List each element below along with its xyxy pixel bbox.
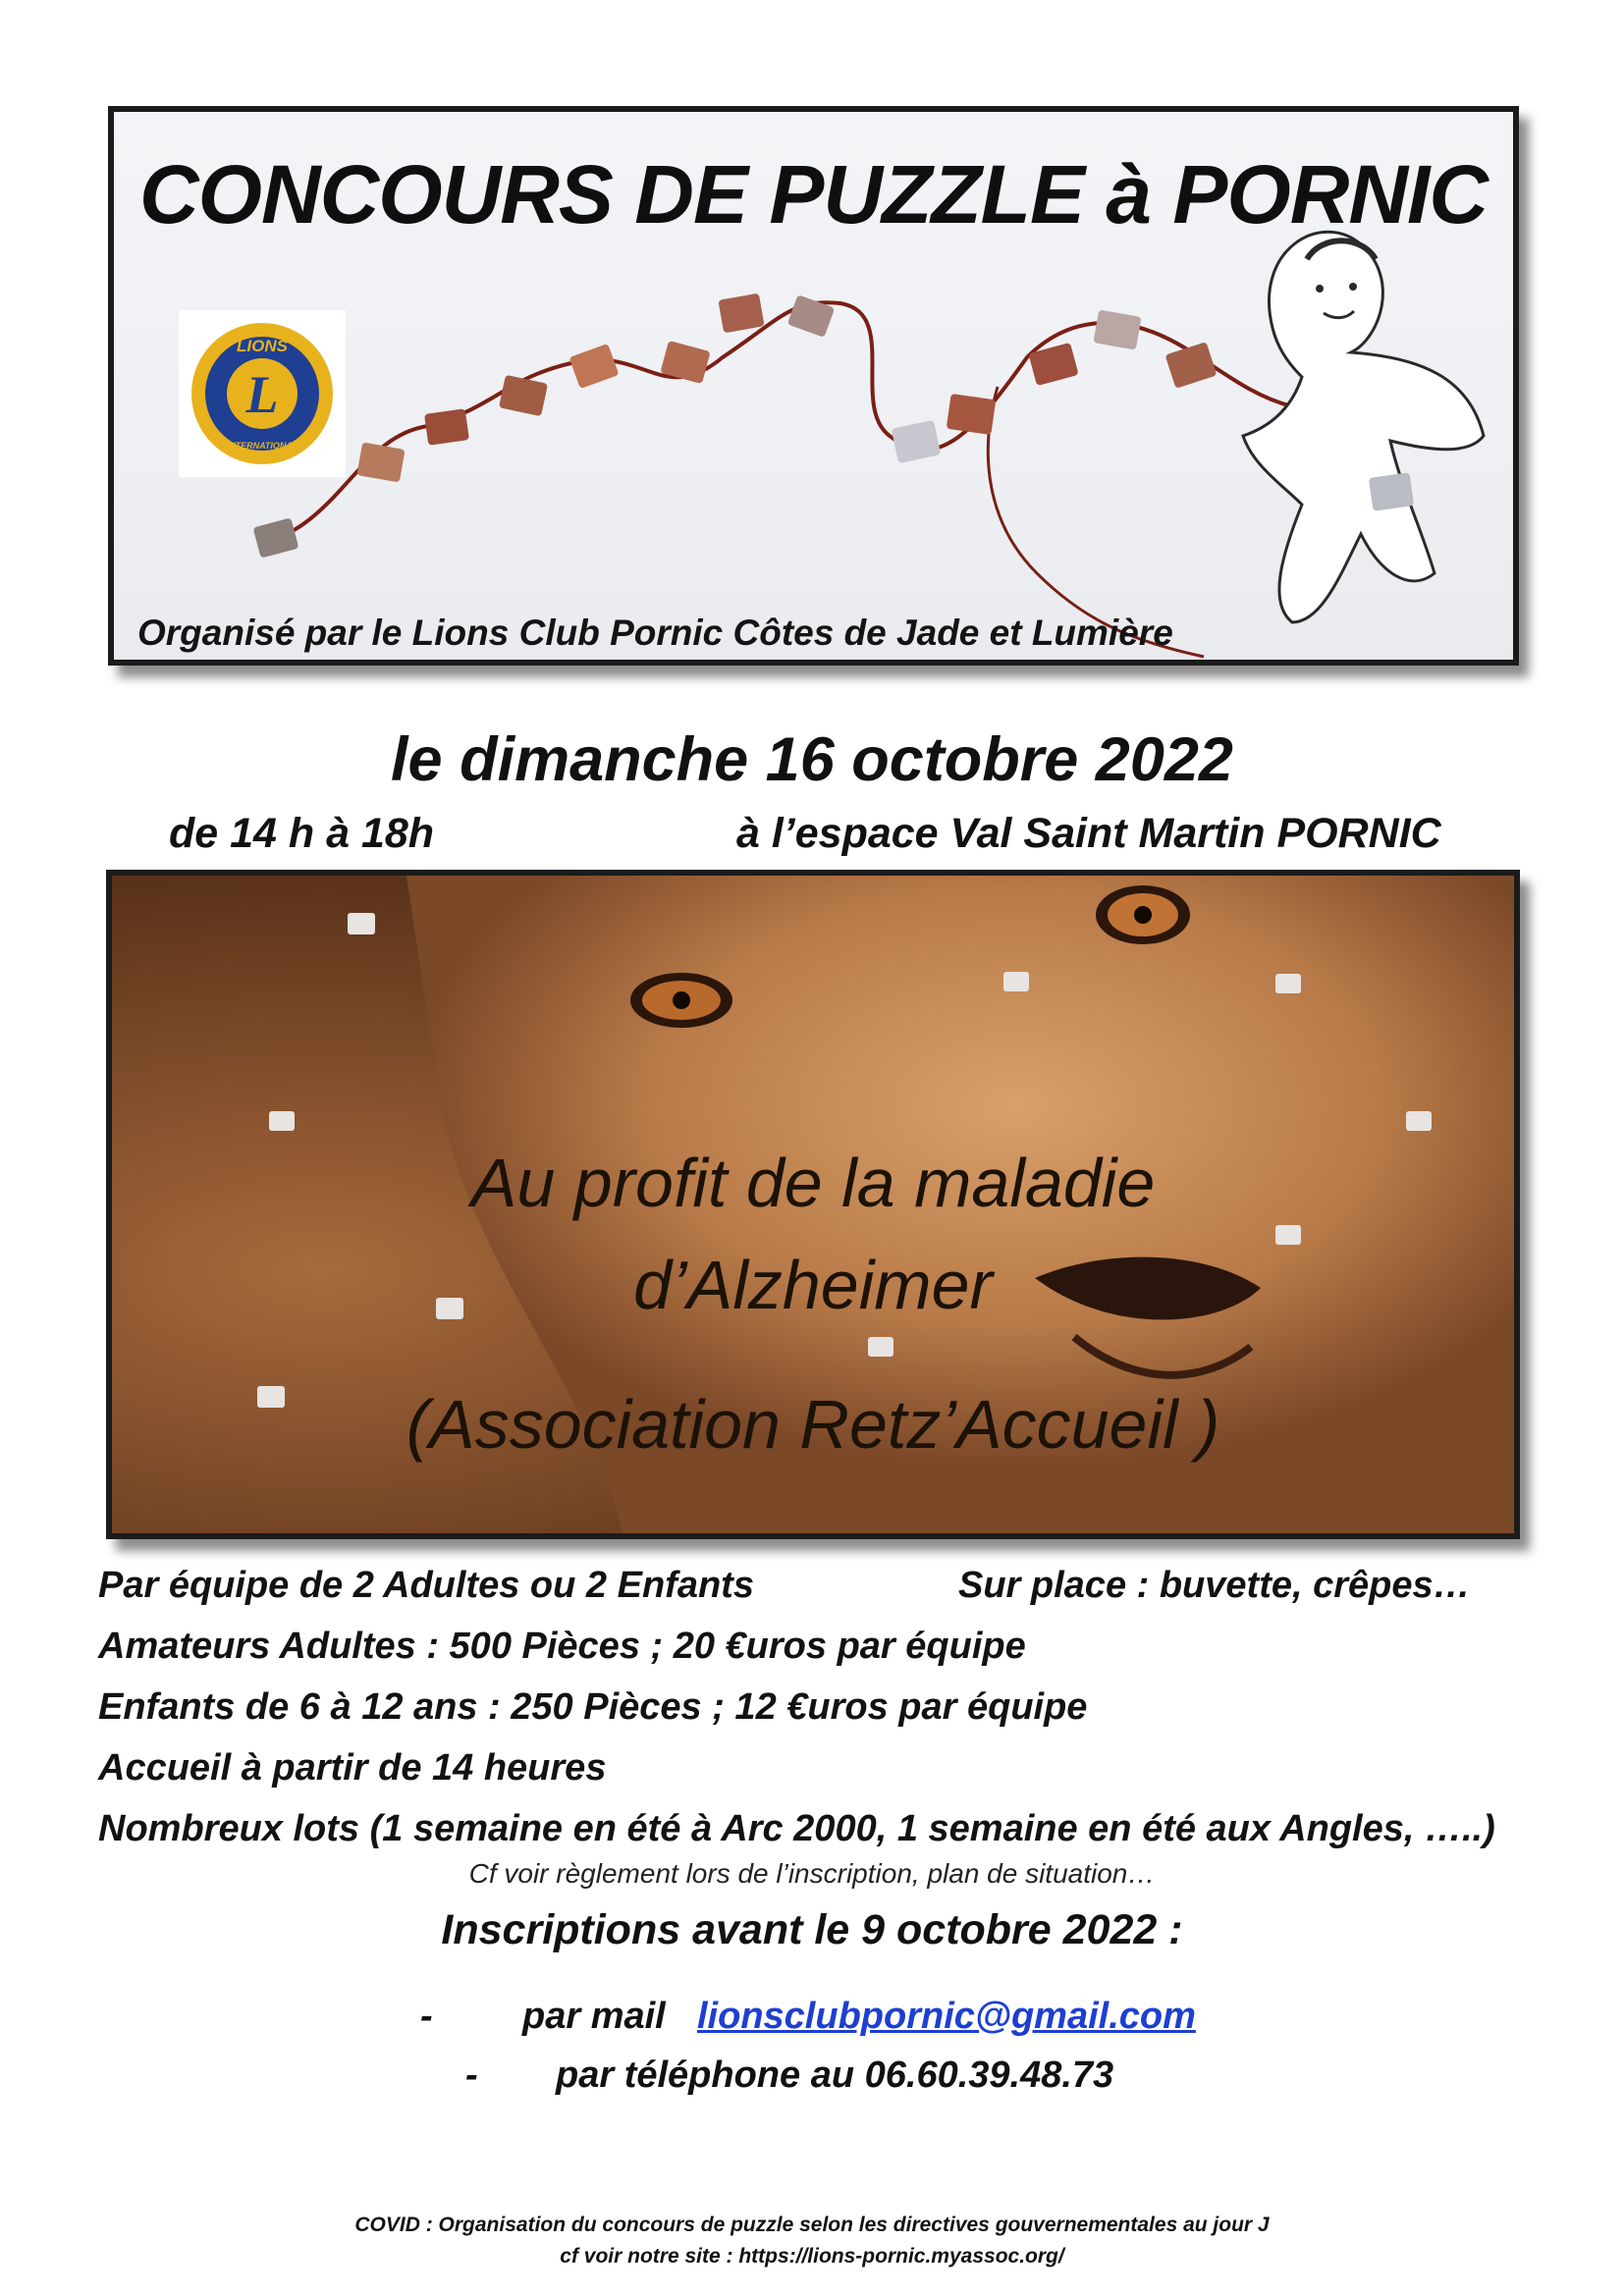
- puzzle-pieces: [253, 294, 1218, 559]
- header-image-frame: [108, 106, 1519, 666]
- phone-contact: par téléphone au 06.60.39.48.73: [556, 2055, 1114, 2096]
- paper-doll-figure: [1243, 232, 1484, 622]
- info-adults: Amateurs Adultes : 500 Pièces ; 20 €uros par équipe: [98, 1626, 1026, 1667]
- website-notice: cf voir notre site : https://lions-pornic.myassoc.org/: [560, 2245, 1064, 2268]
- logo-text-bottom: INTERNATIONAL: [226, 441, 298, 451]
- phone-bullet: -: [465, 2055, 478, 2096]
- event-time: de 14 h à 18h: [169, 810, 435, 857]
- info-onsite: Sur place : buvette, crêpes…: [958, 1565, 1471, 1606]
- info-children: Enfants de 6 à 12 ans : 250 Pièces ; 12 €uros par équipe: [98, 1686, 1088, 1728]
- registration-title: Inscriptions avant le 9 octobre 2022 :: [441, 1906, 1183, 1953]
- poster-title: CONCOURS DE PUZZLE à PORNIC: [138, 148, 1489, 240]
- email-link[interactable]: lionsclubpornic@gmail.com: [697, 1996, 1196, 2037]
- mail-label: par mail: [522, 1996, 666, 2037]
- cause-line-3: (Association Retz’Accueil ): [406, 1386, 1220, 1463]
- lions-club-logo: [179, 310, 346, 477]
- cause-line-1: Au profit de la maladie: [470, 1145, 1156, 1221]
- mail-bullet: -: [420, 1996, 433, 2037]
- lion-puzzle-image: [106, 870, 1520, 1539]
- organizer-line: Organisé par le Lions Club Pornic Côtes de Jade et Lumière: [137, 613, 1173, 653]
- cause-line-2: d’Alzheimer: [633, 1247, 993, 1323]
- covid-notice: COVID : Organisation du concours de puzzle selon les directives gouvernementales au jour J: [354, 2214, 1270, 2236]
- logo-text-top: LIONS: [237, 337, 288, 355]
- info-welcome: Accueil à partir de 14 heures: [98, 1747, 607, 1789]
- info-teams: Par équipe de 2 Adultes ou 2 Enfants: [98, 1565, 754, 1606]
- event-date: le dimanche 16 octobre 2022: [391, 725, 1233, 794]
- event-venue: à l’espace Val Saint Martin PORNIC: [736, 810, 1441, 857]
- info-prizes: Nombreux lots (1 semaine en été à Arc 2000, 1 semaine en été aux Angles, …..): [98, 1808, 1495, 1849]
- rules-note: Cf voir règlement lors de l’inscription, plan de situation…: [468, 1858, 1156, 1889]
- logo-letter: L: [245, 365, 279, 424]
